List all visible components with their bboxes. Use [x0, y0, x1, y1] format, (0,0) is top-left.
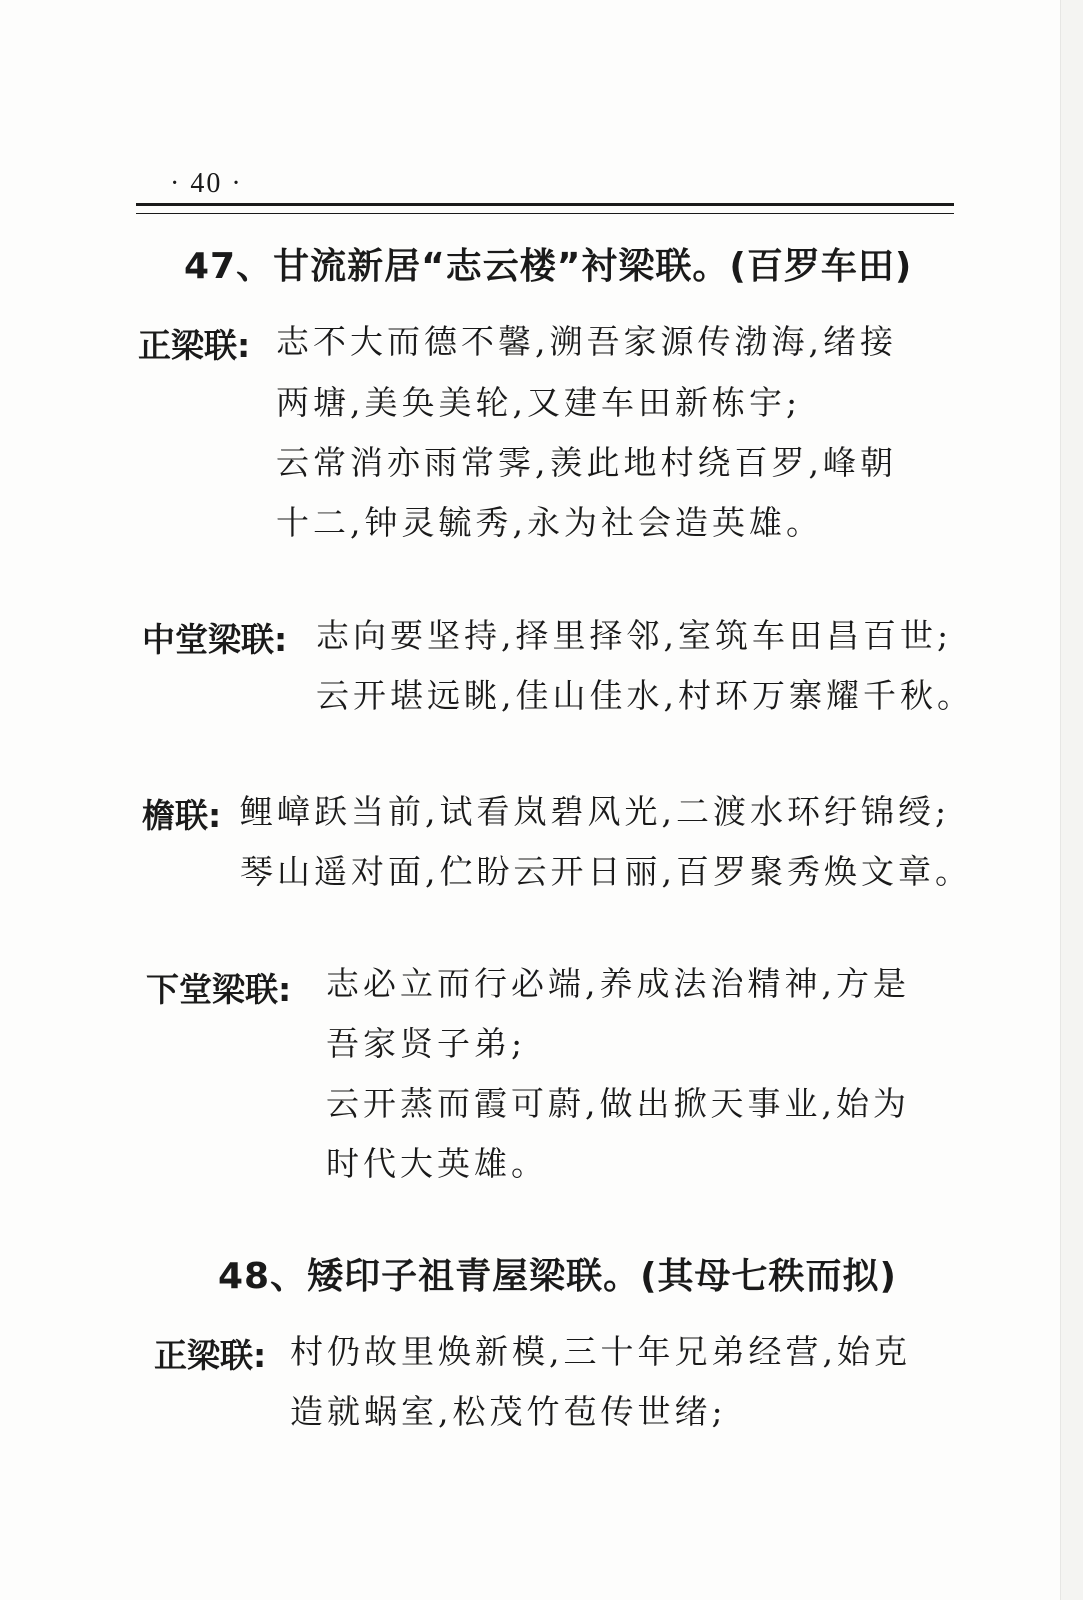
- scan-edge-shadow: [1060, 0, 1083, 1600]
- section-47-heading: 47、甘流新居“志云楼”衬梁联。(百罗车田): [184, 246, 913, 287]
- couplet-label-zheng-liang: 正梁联:: [138, 326, 251, 365]
- header-rule: [136, 203, 954, 214]
- couplet-line: 云开堪远眺,佳山佳水,村环万寨耀千秋。: [316, 676, 974, 715]
- couplet-line: 造就蜗室,松茂竹苞传世绪;: [290, 1392, 727, 1431]
- couplet-label-yan: 檐联:: [142, 796, 222, 835]
- couplet-line: 志不大而德不馨,溯吾家源传渤海,绪接: [276, 322, 897, 361]
- couplet-line: 云开蒸而霞可蔚,做出掀天事业,始为: [326, 1084, 910, 1123]
- couplet-label-xia-tang-liang: 下堂梁联:: [146, 970, 292, 1009]
- couplet-line: 吾家贤子弟;: [326, 1024, 527, 1063]
- couplet-line: 志向要坚持,择里择邻,室筑车田昌百世;: [316, 616, 953, 655]
- couplet-line: 志必立而行必端,养成法治精神,方是: [326, 964, 910, 1003]
- section-48-heading: 48、矮印子祖青屋梁联。(其母七秩而拟): [218, 1256, 898, 1297]
- couplet-label-zheng-liang: 正梁联:: [154, 1336, 267, 1375]
- page-number: · 40 ·: [170, 168, 243, 199]
- couplet-line: 两塘,美奂美轮,又建车田新栋宇;: [276, 383, 802, 422]
- couplet-line: 十二,钟灵毓秀,永为社会造英雄。: [276, 503, 823, 542]
- couplet-line: 村仍故里焕新模,三十年兄弟经营,始克: [290, 1332, 911, 1371]
- couplet-line: 鲤嶂跃当前,试看岚碧风光,二渡水环纡锦绶;: [240, 792, 951, 831]
- couplet-label-zhong-tang-liang: 中堂梁联:: [142, 620, 288, 659]
- couplet-line: 云常消亦雨常霁,羡此地村绕百罗,峰朝: [276, 443, 897, 482]
- couplet-line: 时代大英雄。: [326, 1144, 548, 1183]
- couplet-line: 琴山遥对面,伫盼云开日丽,百罗聚秀焕文章。: [240, 852, 972, 891]
